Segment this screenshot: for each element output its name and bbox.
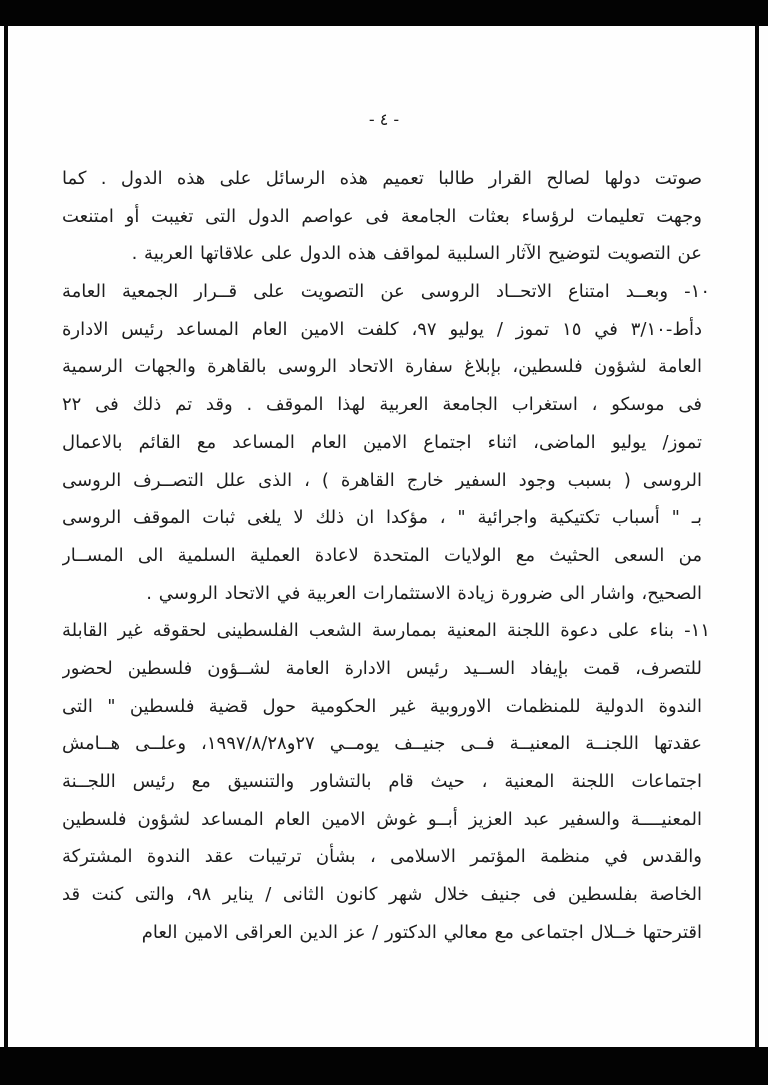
page-number: - ٤ - xyxy=(368,110,400,129)
scan-artifact-right-edge xyxy=(755,24,759,1048)
text-line: وجهت تعليمات لرؤساء بعثات الجامعة فى عواصم الدول التى تغيبت أو امتنعت xyxy=(62,205,702,227)
text-line: الروسى ( بسبب وجود السفير خارج القاهرة ) ، الذى علل التصــرف الروسى xyxy=(62,469,702,491)
text-line: بـ " أسباب تكتيكية واجرائية " ، مؤكدا ان ذلك لا يلغى ثبات الموقف الروسى xyxy=(62,507,702,529)
text-line: الصحيح، واشار الى ضرورة زيادة الاستثمارات العربية في الاتحاد الروسي . xyxy=(146,582,702,604)
text-line: اجتماعات اللجنة المعنية ، حيث قام بالتشاور والتنسيق مع رئيس اللجــنة xyxy=(62,771,702,792)
text-line: العامة لشؤون فلسطين، بإبلاغ سفارة الاتحاد الروسى بالقاهرة والجهات الرسمية xyxy=(62,356,702,378)
scan-artifact-top-bar xyxy=(0,0,768,26)
text-line-item-11-start: ١١- بناء على دعوة اللجنة المعنية بممارسة الشعب الفلسطينى لحقوقه غير القابلة xyxy=(62,620,710,642)
text-line: والقدس في منظمة المؤتمر الاسلامى ، بشأن ترتيبات عقد الندوة المشتركة xyxy=(62,846,702,868)
text-line: فى موسكو ، استغراب الجامعة العربية لهذا الموقف . وقد تم ذلك فى ٢٢ xyxy=(62,394,702,416)
scan-artifact-bottom-bar xyxy=(0,1047,768,1085)
text-line: الندوة الدولية للمنظمات الاوروبية غير الحكومية حول قضية فلسطين " التى xyxy=(62,695,702,717)
text-line: صوتت دولها لصالح القرار طالبا تعميم هذه الرسائل على هذه الدول . كما xyxy=(62,168,702,189)
text-line: اقترحتها خــلال اجتماعى مع معالي الدكتور / عز الدين العراقى الامين العام xyxy=(141,921,702,943)
text-line: دأط-٣/١٠ في ١٥ تموز / يوليو ٩٧، كلفت الامين العام المساعد رئيس الادارة xyxy=(62,318,702,340)
text-line: عن التصويت لتوضيح الآثار السلبية لمواقف هذه الدول على علاقاتها العربية . xyxy=(131,243,702,265)
text-line: المعنيــــة والسفير عبد العزيز أبــو غوش الامين العام المساعد لشؤون فلسطين xyxy=(62,808,702,830)
text-line: تموز/ يوليو الماضى، اثناء اجتماع الامين العام المساعد مع القائم بالاعمال xyxy=(62,431,702,453)
scan-artifact-left-edge xyxy=(4,24,8,1048)
text-line: عقدتها اللجنــة المعنيــة فــى جنيــف يومــي ٢٧و١٩٩٧/٨/٢٨، وعلــى هــامش xyxy=(62,733,702,755)
text-line: للتصرف، قمت بإيفاد الســيد رئيس الادارة العامة لشــؤون فلسطين لحضور xyxy=(62,657,702,679)
document-body xyxy=(62,160,710,951)
text-line-item-10-start: ١٠- وبعــد امتناع الاتحــاد الروسى عن التصويت على قــرار الجمعية العامة xyxy=(62,281,710,303)
text-line: من السعى الحثيث مع الولايات المتحدة لاعادة العملية السلمية الى المســار xyxy=(62,544,702,566)
text-line: الخاصة بفلسطين فى جنيف خلال شهر كانون الثانى / يناير ٩٨، والتى كنت قد xyxy=(62,884,702,906)
